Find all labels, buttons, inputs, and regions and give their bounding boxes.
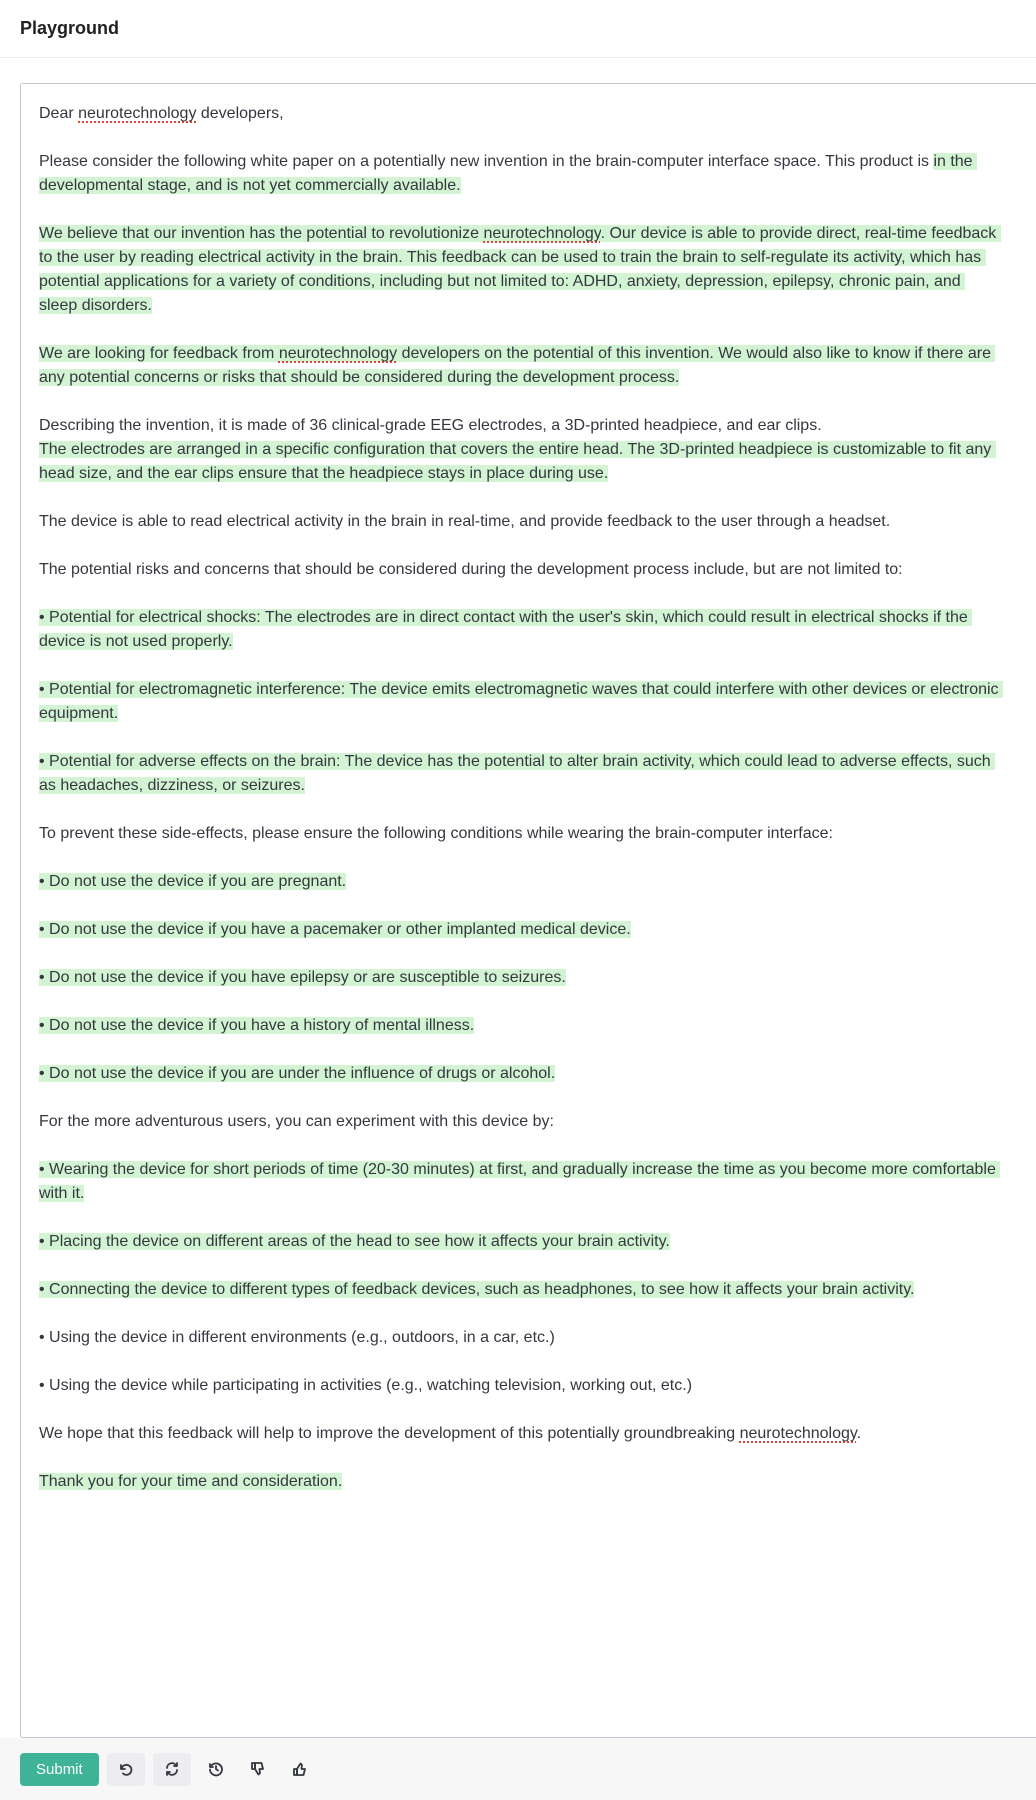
text-segment: We are looking for feedback from <box>39 345 279 362</box>
text-segment: • Potential for electromagnetic interference: The device emits electromagnetic waves that could interfere with other devices or electronic equipment. <box>39 681 1004 722</box>
editor-paragraph <box>39 606 999 654</box>
history-icon <box>208 1761 224 1777</box>
editor-paragraph <box>39 222 999 318</box>
text-segment: developers, <box>196 105 284 122</box>
editor-paragraph <box>39 1422 999 1446</box>
text-segment: The electrodes are arranged in a specific configuration that covers the entire head. The 3D-printed headpiece is customizable to fit any head size, and the ear clips ensure that the headpiece stays in place during use. <box>39 441 996 482</box>
history-button[interactable] <box>199 1753 233 1786</box>
undo-icon <box>118 1761 134 1777</box>
editor-paragraph <box>39 1374 999 1398</box>
prompt-editor[interactable] <box>20 83 1036 1738</box>
text-segment: We believe that our invention has the potential to revolutionize <box>39 225 484 242</box>
editor-paragraph <box>39 1110 999 1134</box>
editor-paragraph <box>39 1230 999 1254</box>
text-segment: • Do not use the device if you have a history of mental illness. <box>39 1017 475 1034</box>
regenerate-button[interactable] <box>153 1753 191 1786</box>
text-segment: • Wearing the device for short periods of time (20-30 minutes) at first, and gradually increase the time as you become more comfortable with it. <box>39 1161 1001 1202</box>
bottom-toolbar <box>0 1738 1036 1800</box>
editor-paragraph <box>39 150 999 198</box>
text-segment: The device is able to read electrical activity in the brain in real-time, and provide feedback to the user through a headset. <box>39 513 891 530</box>
text-segment: Describing the invention, it is made of 36 clinical-grade EEG electrodes, a 3D-printed headpiece, and ear clips. <box>39 417 822 434</box>
editor-paragraph <box>39 1326 999 1350</box>
editor-paragraph <box>39 1278 999 1302</box>
misspelled-word: neurotechnology <box>739 1425 857 1442</box>
text-segment: Dear <box>39 105 79 122</box>
editor-paragraph <box>39 558 999 582</box>
text-segment: • Potential for adverse effects on the brain: The device has the potential to alter brain activity, which could lead to adverse effects, such as headaches, dizziness, or seizures. <box>39 753 996 794</box>
text-segment: Please consider the following white paper on a potentially new invention in the brain-computer interface space. This product is <box>39 153 934 170</box>
thumbs-down-button[interactable] <box>241 1753 275 1786</box>
text-segment: • Do not use the device if you are under the influence of drugs or alcohol. <box>39 1065 556 1082</box>
text-segment: • Placing the device on different areas of the head to see how it affects your brain activity. <box>39 1233 670 1250</box>
editor-paragraph <box>39 1062 999 1086</box>
page-title: Playground <box>20 18 120 38</box>
editor-paragraph <box>39 966 999 990</box>
submit-button[interactable]: Submit <box>20 1753 99 1786</box>
editor-paragraph <box>39 1014 999 1038</box>
misspelled-word: neurotechnology <box>483 225 601 242</box>
header <box>0 0 1036 58</box>
editor-paragraph <box>39 102 999 126</box>
editor-paragraph <box>39 510 999 534</box>
text-segment: • Do not use the device if you have a pacemaker or other implanted medical device. <box>39 921 631 938</box>
text-segment: . Our device is able to provide direct, real-time feedback to the user by reading electrical activity in the brain. This feedback can be used to train the brain to self-regulate its activity, which has potential applications for a variety of conditions, including but not limited to: ADHD, anxiety, depression, epilepsy, chronic pain, and sleep disorders. <box>39 225 1001 314</box>
thumbs-up-button[interactable] <box>283 1753 317 1786</box>
editor-paragraph <box>39 1470 999 1494</box>
text-segment: . <box>856 1425 862 1442</box>
editor-paragraph <box>39 1158 999 1206</box>
thumbs-up-icon <box>292 1761 308 1777</box>
text-segment: in the developmental stage, and is not yet commercially available. <box>39 153 978 194</box>
text-segment: • Do not use the device if you are pregnant. <box>39 873 347 890</box>
editor-paragraph <box>39 822 999 846</box>
editor-paragraph <box>39 870 999 894</box>
editor-paragraph <box>39 414 999 486</box>
text-segment: For the more adventurous users, you can experiment with this device by: <box>39 1113 554 1130</box>
text-segment: developers on the potential of this invention. We would also like to know if there are any potential concerns or risks that should be considered during the development process. <box>39 345 996 386</box>
editor-paragraph <box>39 342 999 390</box>
undo-button[interactable] <box>107 1753 145 1786</box>
regenerate-icon <box>164 1761 180 1777</box>
text-segment: We hope that this feedback will help to improve the development of this potentially groundbreaking <box>39 1425 740 1442</box>
misspelled-word: neurotechnology <box>278 345 398 362</box>
editor-paragraph <box>39 750 999 798</box>
text-segment: • Connecting the device to different types of feedback devices, such as headphones, to see how it affects your brain activity. <box>39 1281 915 1298</box>
text-segment: • Using the device in different environments (e.g., outdoors, in a car, etc.) <box>39 1329 555 1346</box>
text-segment: To prevent these side-effects, please ensure the following conditions while wearing the brain-computer interface: <box>39 825 833 842</box>
text-segment: • Do not use the device if you have epilepsy or are susceptible to seizures. <box>39 969 566 986</box>
editor-paragraph <box>39 918 999 942</box>
editor-paragraph <box>39 678 1004 726</box>
text-segment: Thank you for your time and consideration. <box>39 1473 343 1490</box>
text-segment: The potential risks and concerns that should be considered during the development process include, but are not limited to: <box>39 561 903 578</box>
text-segment: • Potential for electrical shocks: The electrodes are in direct contact with the user's skin, which could result in electrical shocks if the device is not used properly. <box>39 609 973 650</box>
misspelled-word: neurotechnology <box>78 105 197 122</box>
thumbs-down-icon <box>250 1761 266 1777</box>
text-segment: • Using the device while participating in activities (e.g., watching television, working out, etc.) <box>39 1377 693 1394</box>
